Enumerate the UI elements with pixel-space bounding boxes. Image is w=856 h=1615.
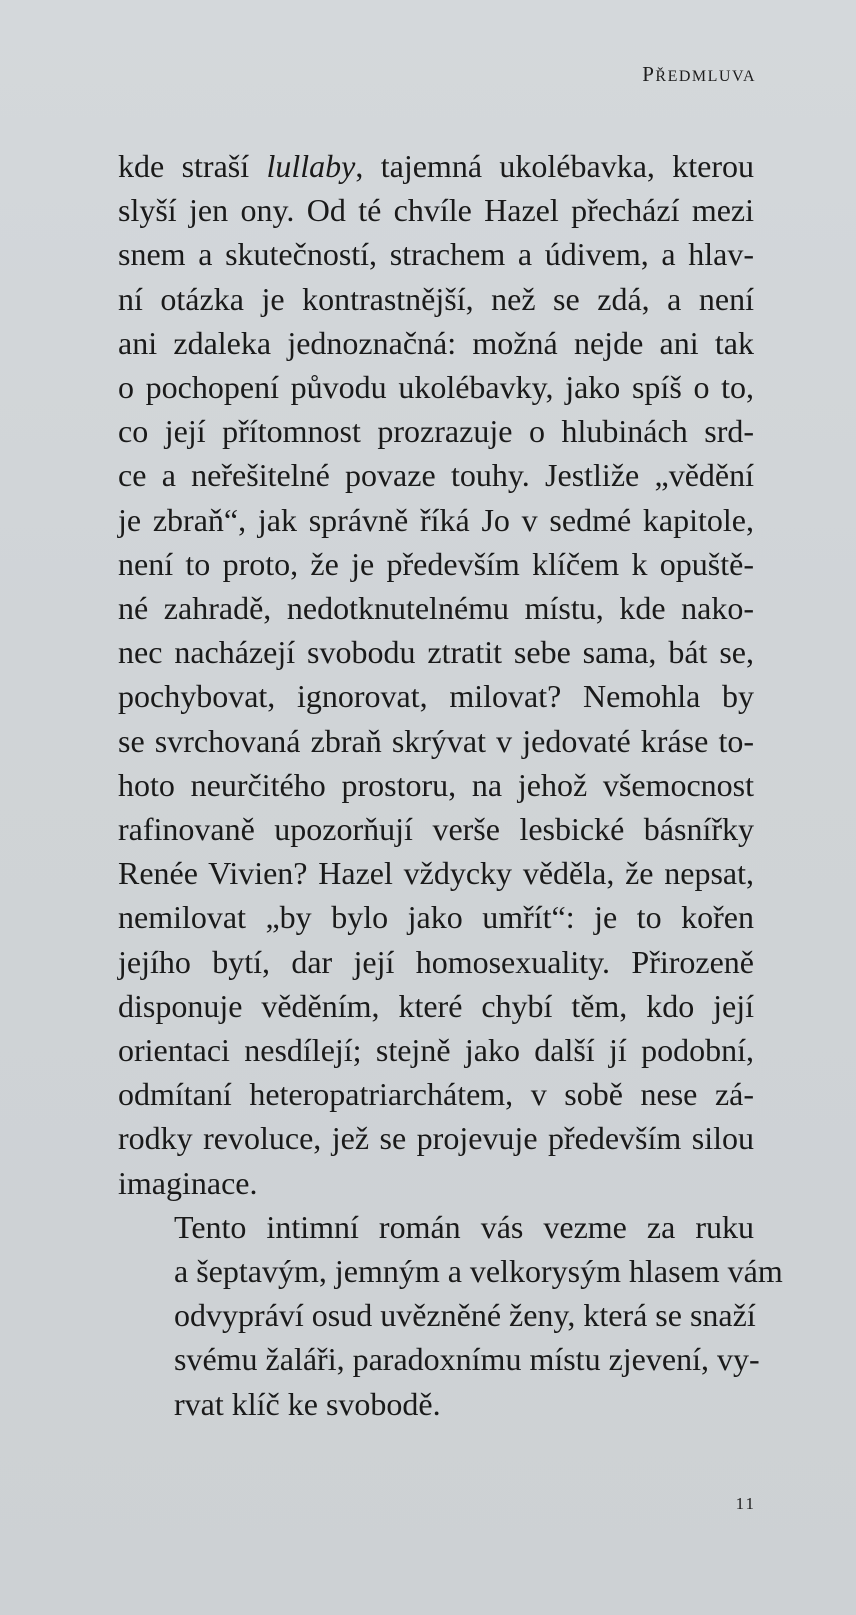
text-line: hoto neurčitého prostoru, na jehož všemocnost: [118, 766, 754, 803]
text-line: ani zdaleka jednoznačná: možná nejde ani tak: [118, 324, 754, 361]
page-number: 11: [735, 1494, 756, 1513]
text-line: snem a skutečností, strachem a údivem, a hlav-: [118, 236, 754, 273]
text-line: ní otázka je kontrastnější, než se zdá, a není: [118, 280, 754, 317]
text-line: slyší jen ony. Od té chvíle Hazel přechází mezi: [118, 192, 754, 229]
text-line: co její přítomnost prozrazuje o hlubinách srd-: [118, 413, 754, 450]
running-head: [642, 62, 756, 87]
text-line: nec nacházejí svobodu ztratit sebe sama, bát se,: [118, 634, 754, 671]
text-line: rvat klíč ke svobodě.: [174, 1385, 441, 1422]
text-line: [118, 144, 754, 188]
text-line: svému žaláři, paradoxnímu místu zjevení, vy-: [174, 1341, 760, 1378]
text-segment: kde straší: [118, 148, 267, 184]
text-line: o pochopení původu ukolébavky, jako spíš o to,: [118, 369, 754, 406]
text-line: se svrchovaná zbraň skrývat v jedovaté kráse to-: [118, 722, 754, 759]
paragraph-2: [118, 1205, 783, 1426]
body-text: [118, 144, 783, 1426]
text-line: Renée Vivien? Hazel vždycky věděla, že nepsat,: [118, 855, 754, 892]
text-line: není to proto, že je především klíčem k opuště-: [118, 545, 754, 582]
text-line: ce a neřešitelné povaze touhy. Jestliže „vědění: [118, 457, 754, 494]
text-line: nemilovat „by bylo jako umřít“: je to kořen: [118, 899, 754, 936]
text-line: né zahradě, nedotknutelnému místu, kde nako-: [118, 590, 754, 627]
text-line: rodky revoluce, jež se projevuje především silou: [118, 1120, 754, 1157]
text-line: disponuje věděním, které chybí těm, kdo její: [118, 987, 754, 1024]
text-line: imaginace.: [118, 1164, 258, 1201]
text-line: Tento intimní román vás vezme za ruku: [174, 1208, 754, 1245]
paragraph-1: [118, 144, 754, 1205]
text-line: a šeptavým, jemným a velkorysým hlasem vám: [174, 1253, 783, 1290]
text-line: pochybovat, ignorovat, milovat? Nemohla by: [118, 678, 754, 715]
running-head-smallcaps: ŘEDMLUVA: [655, 68, 756, 85]
text-line: jejího bytí, dar její homosexuality. Přirozeně: [118, 943, 754, 980]
text-line: rafinovaně upozorňují verše lesbické básnířky: [118, 811, 754, 848]
text-line: odmítaní heteropatriarchátem, v sobě nese zá-: [118, 1076, 754, 1113]
text-segment: , tajemná ukolébavka, kterou: [355, 148, 755, 184]
text-line: odvypráví osud uvězněné ženy, která se snaží: [174, 1297, 756, 1334]
running-head-initial: P: [642, 62, 656, 86]
text-line: je zbraň“, jak správně říká Jo v sedmé kapitole,: [118, 501, 754, 538]
italic-term: lullaby: [266, 148, 356, 184]
text-line: orientaci nesdílejí; stejně jako další jí podobní,: [118, 1032, 754, 1069]
